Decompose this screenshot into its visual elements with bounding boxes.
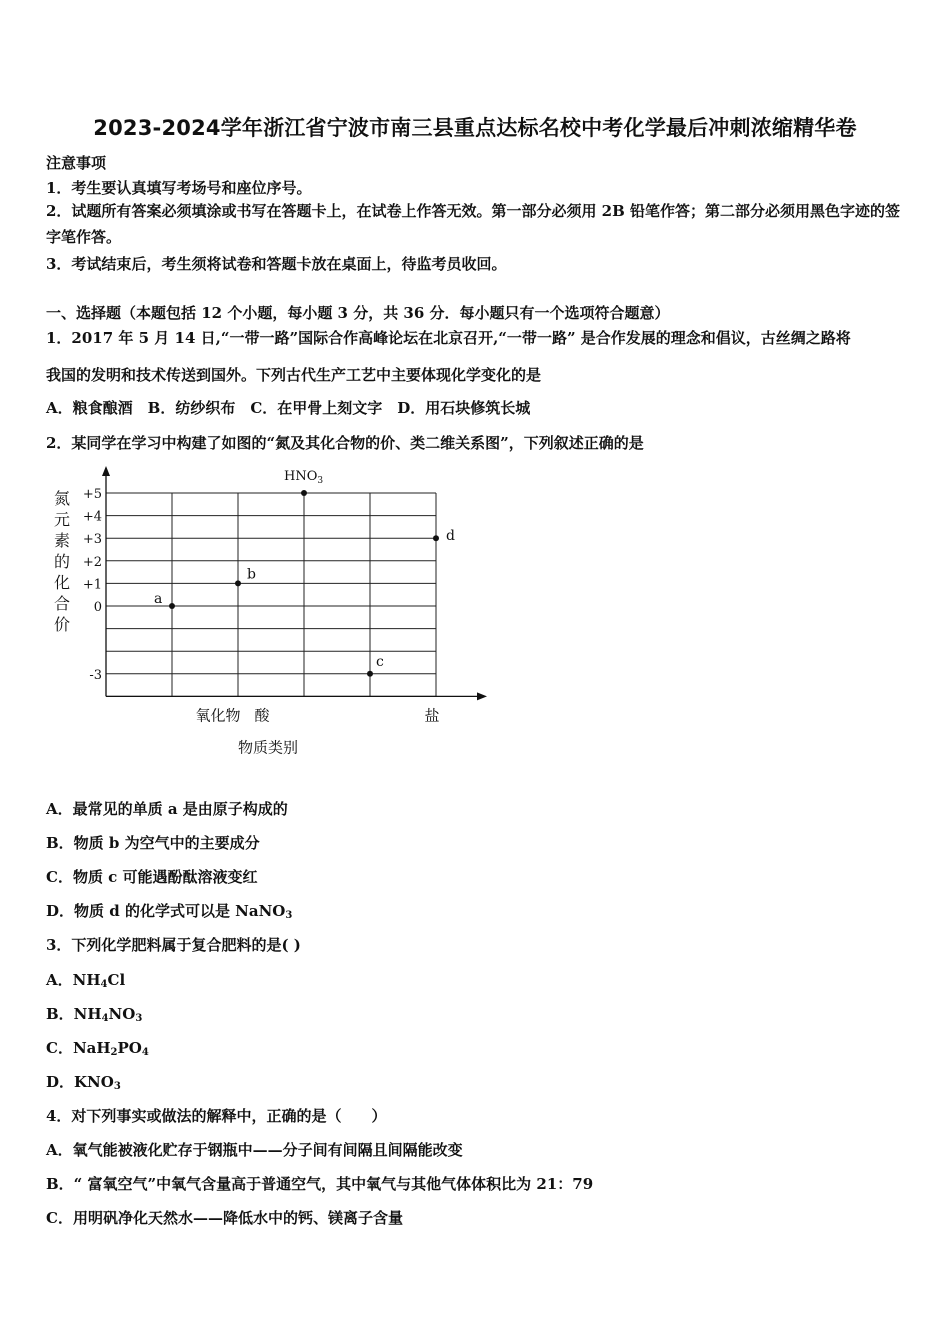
y-tick-label: +2	[82, 554, 102, 570]
q2-option-a: A．最常见的单质 a 是由原子构成的	[46, 800, 288, 818]
q2-option-b: B．物质 b 为空气中的主要成分	[46, 834, 260, 852]
x-axis-title: 物质类别	[237, 738, 299, 757]
nitrogen-valence-chart	[40, 460, 500, 760]
notice-heading: 注意事项	[46, 154, 107, 172]
y-tick-label: +5	[82, 487, 102, 502]
x-category-label: 酸	[254, 706, 270, 725]
point-d	[433, 535, 439, 541]
y-axis-arrow	[102, 466, 110, 476]
point-label-a: a	[154, 591, 163, 607]
point-a	[169, 603, 175, 609]
y-axis-label-char: 氮	[53, 489, 71, 508]
y-tick-label: +3	[82, 532, 102, 548]
point-hno3	[301, 490, 307, 496]
q2-option-c: C．物质 c 可能遇酚酞溶液变红	[46, 868, 258, 886]
y-axis-label-char: 合	[53, 594, 71, 613]
x-category-label: 氧化物	[195, 706, 241, 725]
y-tick-label: -3	[89, 667, 102, 683]
y-axis-label-char: 化	[53, 573, 71, 592]
point-label-hno3: $HNO_3$	[284, 469, 324, 486]
x-axis-arrow	[477, 692, 487, 700]
y-axis-label-char: 元	[53, 510, 71, 529]
notice-item-1: 1．考生要认真填写考场号和座位序号。	[46, 179, 312, 197]
point-b	[235, 580, 241, 586]
point-label-b: b	[247, 566, 256, 583]
q4-option-b: B．“ 富氧空气”中氧气含量高于普通空气，其中氧气与其他气体体积比为 21：79	[46, 1175, 594, 1193]
q2-stem: 2．某同学在学习中构建了如图的“氮及其化合物的价、类二维关系图”，下列叙述正确的是	[46, 434, 644, 452]
q3-option-a: A．$NH_4Cl$	[46, 971, 126, 990]
q4-option-a: A．氧气能被液化贮存于钢瓶中——分子间有间隔且间隔能改变	[46, 1141, 463, 1159]
chart-labels	[54, 469, 455, 756]
point-label-c: c	[376, 653, 384, 670]
y-axis-label-char: 的	[53, 552, 71, 571]
q1-stem-line2: 我国的发明和技术传送到国外。下列古代生产工艺中主要体现化学变化的是	[46, 366, 542, 384]
y-axis-label-char: 素	[53, 531, 71, 550]
q3-option-d: D．$KNO_3$	[46, 1073, 121, 1092]
y-tick-label: +4	[82, 509, 102, 525]
q3-stem: 3．下列化学肥料属于复合肥料的是( )	[46, 936, 301, 954]
y-axis-label-char: 价	[53, 615, 71, 634]
page-title: 2023-2024学年浙江省宁波市南三县重点达标名校中考化学最后冲刺浓缩精华卷	[93, 116, 857, 140]
y-tick-label: +1	[82, 577, 102, 593]
x-category-label: 盐	[424, 706, 440, 725]
point-label-d: d	[446, 528, 455, 545]
q1-options: A．粮食酿酒 B．纺纱织布 C．在甲骨上刻文字 D．用石块修筑长城	[46, 399, 531, 417]
y-tick-label: 0	[93, 600, 102, 615]
q3-option-c: C．$NaH_2PO_4$	[46, 1039, 149, 1058]
q1-stem-line1: 1．2017 年 5 月 14 日,“一带一路”国际合作高峰论坛在北京召开,“一带一路” 是合作发展的理念和倡议，古丝绸之路将	[46, 329, 851, 347]
q4-stem: 4．对下列事实或做法的解释中，正确的是（ ）	[46, 1107, 387, 1125]
point-c	[367, 671, 373, 677]
q3-option-b: B．$NH_4NO_3$	[46, 1005, 143, 1024]
q2-option-d: D．物质 d 的化学式可以是 NaNO$_3$	[46, 902, 293, 921]
notice-item-3: 3．考试结束后，考生须将试卷和答题卡放在桌面上，待监考员收回。	[46, 255, 507, 273]
section-heading: 一、选择题（本题包括 12 个小题，每小题 3 分，共 36 分．每小题只有一个选项符合题意）	[46, 304, 670, 322]
q4-option-c: C．用明矾净化天然水——降低水中的钙、镁离子含量	[46, 1209, 403, 1227]
notice-item-2: 2．试题所有答案必须填涂或书写在答题卡上，在试卷上作答无效。第一部分必须用 2B 铅笔作答；第二部分必须用黑色字迹的签字笔作答。	[46, 202, 901, 246]
